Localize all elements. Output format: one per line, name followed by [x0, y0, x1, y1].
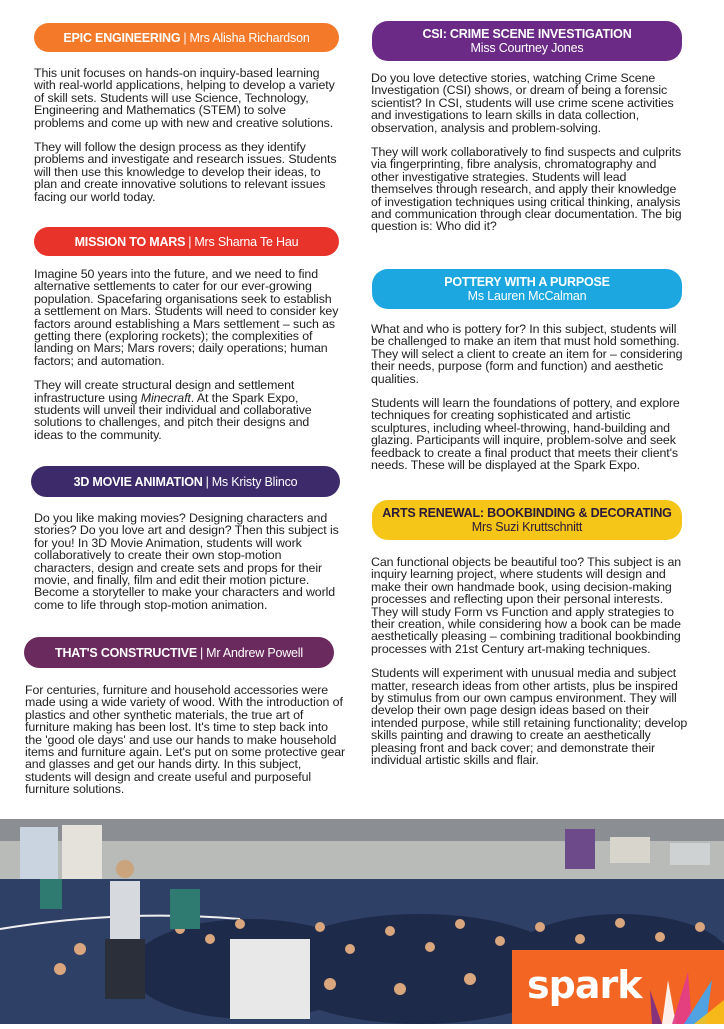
- arts-renewal-body: [371, 556, 693, 779]
- course-title: 3D MOVIE ANIMATION: [73, 474, 203, 489]
- paragraph: They will work collaboratively to find suspects and culprits via fingerprinting, fibre analysis, chromatography and other investigative strategies. Students will lead themselves through research, and apply their knowledge of investigation techniques using critical thinking, analysis and communication through clear documentation. The big question is: Who did it?: [371, 145, 682, 234]
- csi-body: [371, 72, 683, 245]
- arts-renewal-header: [372, 500, 682, 540]
- paragraph: They will follow the design process as they identify problems and investigate and research issues. Students will then use this knowledge to develop their ideas, to plan and create innovative solutions to relevant issues facing our world today.: [34, 140, 337, 204]
- course-title: CSI: CRIME SCENE INVESTIGATION: [422, 27, 632, 41]
- mission-to-mars-header: MISSION TO MARS | Mrs Sharna Te Hau: [34, 227, 339, 256]
- paragraph: Do you love detective stories, watching Crime Scene Investigation (CSI) shows, or dream of being a forensic scientist? In CSI, students will use crime scene activities and investigations to learn skills in data collection, observation, analysis and problem-solving.: [371, 71, 674, 135]
- 3d-movie-animation-header: 3D MOVIE ANIMATION | Ms Kristy Blinco: [31, 466, 340, 497]
- paragraph: Imagine 50 years into the future, and we need to find alternative settlements to cater for our ever-growing population. Spacefaring organisations seek to establish a settlement on Mars. Students will need to consider key factors around establishing a Mars settlement – such as getting there (exploring rockets); the complexities of landing on Mars; Mars rovers; daily operations; human factors; and automation.: [34, 267, 339, 368]
- epic-engineering-header: EPIC ENGINEERING | Mrs Alisha Richardson: [34, 23, 339, 52]
- course-teacher: Mrs Sharna Te Hau: [194, 234, 299, 249]
- paragraph: Students will learn the foundations of pottery, and explore techniques for creating sophisticated and artistic sculptures, including wheel-throwing, hand-building and glazing. Participants will inquire, problem-solve and seek feedback to create a final product that meets their client's needs. These will be displayed at the Spark Expo.: [371, 396, 680, 473]
- course-title: EPIC ENGINEERING: [63, 30, 181, 45]
- paragraph: For centuries, furniture and household accessories were made using a wide variety of wood. With the introduction of plastics and other synthetic materials, the true art of furniture making has been lost. It's time to step back into the 'good ole days' and use our hands to make household items and furniture again. Let's put on some protective gear and glasses and get our hands dirty. In this subject, students will design and create useful and purposeful furniture solutions.: [25, 683, 346, 797]
- thats-constructive-body: [25, 684, 347, 808]
- paragraph: They will create structural design and settlement infrastructure using Minecraft. At the Spark Expo, students will unveil their individual and collaborative solutions to challenges, and pitch their designs and ideas to the community.: [34, 378, 312, 442]
- paragraph: What and who is pottery for? In this subject, students will be challenged to make an item that must hold something. They will select a client to create an item for – considering their needs, purpose (form and function) and aesthetic qualities.: [371, 322, 683, 386]
- paragraph: Do you like making movies? Designing characters and stories? Do you love art and design? Then this subject is for you! In 3D Movie Animation, students will work collaboratively to create their own stop-motion characters, design and create sets and props for their movie, and finally, film and edit their motion picture. Become a storyteller to make your characters and world come to life through stop-motion animation.: [34, 511, 339, 612]
- spark-logo-text: spark: [527, 963, 642, 1007]
- course-teacher: Ms Kristy Blinco: [211, 474, 298, 489]
- mission-to-mars-body: [34, 268, 341, 453]
- paragraph: Can functional objects be beautiful too? This subject is an inquiry learning project, where students will design and make their own handmade book, using decision-making processes and reflecting upon their personal interests. They will study Form vs Function and apply strategies to their creation, while considering how a book can be made aesthetically pleasing – combining traditional bookbinding processes with 21st Century art-making techniques.: [371, 555, 682, 656]
- course-teacher: Mr Andrew Powell: [206, 645, 303, 660]
- course-title: POTTERY WITH A PURPOSE: [444, 275, 610, 289]
- pottery-body: [371, 323, 683, 483]
- thats-constructive-header: THAT'S CONSTRUCTIVE | Mr Andrew Powell: [24, 637, 334, 668]
- course-teacher: Ms Lauren McCalman: [467, 289, 587, 303]
- course-teacher: Mrs Suzi Kruttschnitt: [471, 520, 583, 534]
- course-teacher: Mrs Alisha Richardson: [189, 30, 310, 45]
- course-teacher: Miss Courtney Jones: [470, 41, 584, 55]
- 3d-movie-animation-body: [34, 512, 339, 623]
- pottery-header: [372, 269, 682, 309]
- course-title: MISSION TO MARS: [74, 234, 186, 249]
- course-title: ARTS RENEWAL: BOOKBINDING & DECORATING: [382, 506, 672, 520]
- paragraph: This unit focuses on hands-on inquiry-based learning with real-world applications, helping to develop a variety of skill sets. Students will use Science, Technology, Engineering and Mathematics (STEM) to solve problems and come up with new and creative solutions.: [34, 66, 335, 130]
- paragraph: Students will experiment with unusual media and subject matter, research ideas from other artists, plus be inspired by stimulus from our own campus environment. They will develop their own page design ideas based on their intended purpose, while still retaining functionality; develop skills painting and drawing to create an aesthetically pleasing front and back cover; and demonstrate their individual artistic skills and flair.: [371, 666, 688, 768]
- epic-engineering-body: [34, 67, 339, 215]
- csi-header: [372, 21, 682, 61]
- course-title: THAT'S CONSTRUCTIVE: [55, 645, 198, 660]
